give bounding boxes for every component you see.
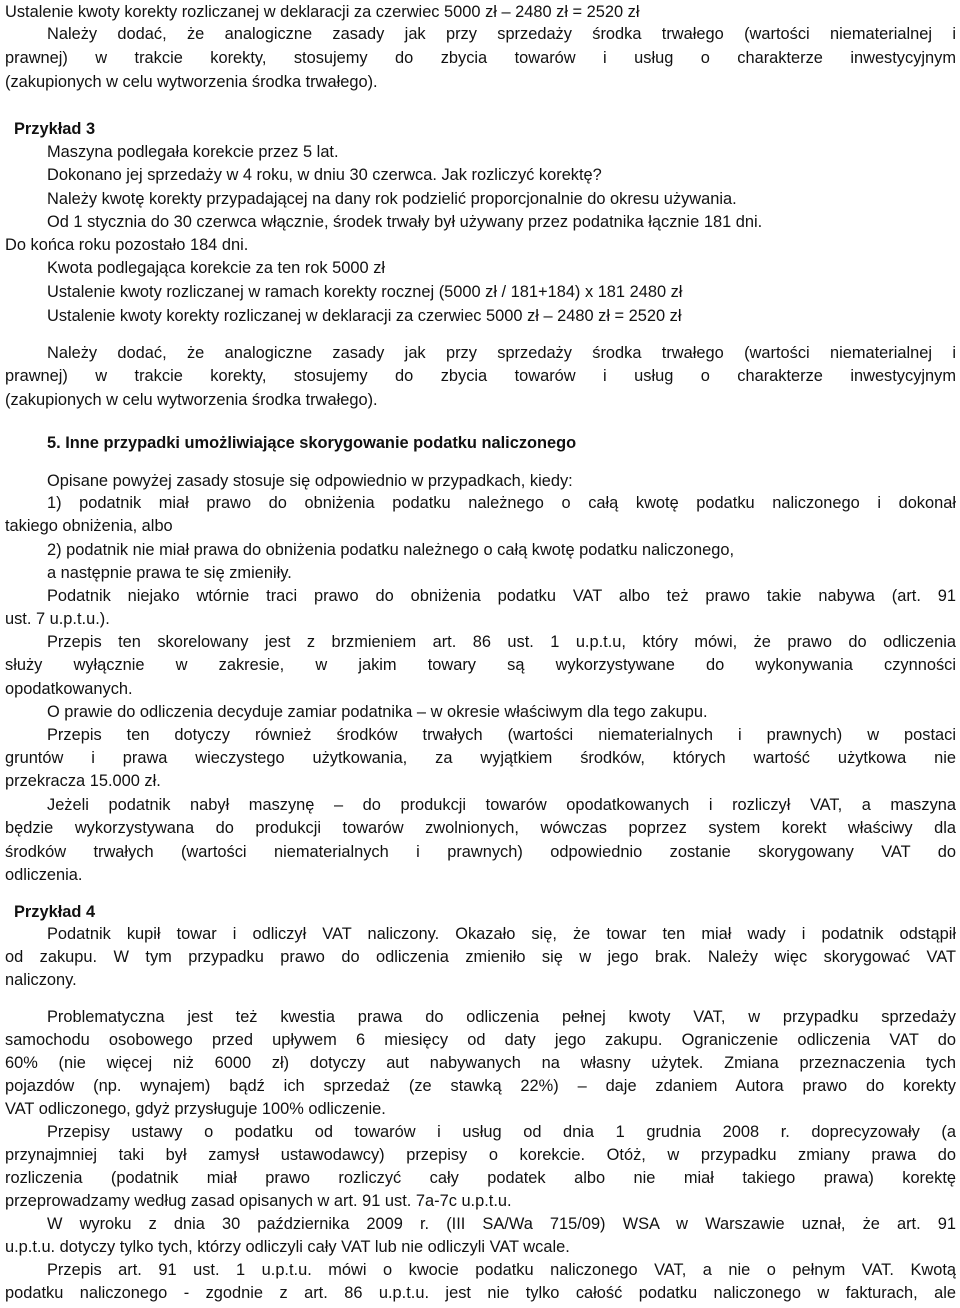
text-line: Ustalenie kwoty korekty rozliczanej w deklaracji za czerwiec 5000 zł – 2480 zł = 2520 zł (5, 3, 640, 21)
paragraph-line: przeprowadzamy według zasad opisanych w art. 91 ust. 7a-7c u.p.t.u. (5, 1192, 512, 1210)
paragraph-line: 60% (nie więcej niż 6000 zł) dotyczy aut nabywanych na własny użytek. Zmiana przeznaczenia tych (5, 1054, 956, 1072)
paragraph-line: przynajmniej taki był zamysł ustawodawcy) przepisy o korekcie. Otóż, w przypadku zmiany prawa do (5, 1146, 956, 1164)
paragraph-line: u.p.t.u. dotyczy tylko tych, którzy odliczyli cały VAT lub nie odliczyli VAT wcale. (5, 1238, 570, 1256)
paragraph-line: (zakupionych w celu wytworzenia środka trwałego). (5, 73, 378, 91)
paragraph-line: Przepis ten skorelowany jest z brzmieniem art. 86 ust. 1 u.p.t.u, który mówi, że prawo do odliczenia (47, 633, 956, 651)
list-item-line: a następnie prawa te się zmieniły. (47, 564, 292, 582)
text-line: Do końca roku pozostało 184 dni. (5, 236, 249, 254)
list-item-line: takiego obniżenia, albo (5, 517, 173, 535)
paragraph-line: Podatnik niejako wtórnie traci prawo do obniżenia podatku VAT albo też prawo takie nabywa (art. 91 (47, 587, 956, 605)
paragraph-line: Należy dodać, że analogiczne zasady jak przy sprzedaży środka trwałego (wartości niematerialnej i (47, 25, 956, 43)
example-4-title: Przykład 4 (14, 903, 96, 921)
paragraph-line: będzie wykorzystywana do produkcji towarów zwolnionych, wówczas poprzez system korekt właściwy dla (5, 819, 956, 837)
text-line: Od 1 stycznia do 30 czerwca włącznie, środek trwały był używany przez podatnika łącznie 181 dni. (47, 213, 763, 231)
text-line: Dokonano jej sprzedaży w 4 roku, w dniu 30 czerwca. Jak rozliczyć korektę? (47, 166, 602, 184)
paragraph-line: Problematyczna jest też kwestia prawa do odliczenia pełnej kwoty VAT, w przypadku sprzedaży (47, 1008, 956, 1026)
paragraph-line: Przepis art. 91 ust. 1 u.p.t.u. mówi o kwocie podatku naliczonego VAT, a nie o pełnym VAT. Kwotą (47, 1261, 956, 1279)
text-line: Ustalenie kwoty rozliczanej w ramach korekty rocznej (5000 zł / 181+184) x 181 2480 zł (47, 283, 683, 301)
paragraph-line: ust. 7 u.p.t.u.). (5, 610, 110, 628)
paragraph-line: Przepisy ustawy o podatku od towarów i usług od dnia 1 grudnia 2008 r. doprecyzowały (a (47, 1123, 956, 1141)
text-line: Maszyna podlegała korekcie przez 5 lat. (47, 143, 339, 161)
paragraph-line: (zakupionych w celu wytworzenia środka trwałego). (5, 391, 378, 409)
text-line: Kwota podlegająca korekcie za ten rok 5000 zł (47, 259, 386, 277)
paragraph-line: VAT odliczonego, gdyż przysługuje 100% odliczenie. (5, 1100, 386, 1118)
paragraph-line: środków trwałych (wartości niematerialnych i prawnych) odpowiednio zostanie skorygowany VAT do (5, 843, 956, 861)
paragraph-line: Przepis ten dotyczy również środków trwałych (wartości niematerialnych i prawnych) w postaci (47, 726, 956, 744)
text-line: Należy kwotę korekty przypadającej na dany rok podzielić proporcjonalnie do okresu używania. (47, 190, 737, 208)
list-item-line: 2) podatnik nie miał prawa do obniżenia podatku należnego o całą kwotę podatku naliczonego, (47, 541, 735, 559)
paragraph-line: opodatkowanych. (5, 680, 133, 698)
paragraph-line: służy wyłącznie w zakresie, w jakim towary są wykorzystywane do wykonywania czynności (5, 656, 956, 674)
paragraph-line: podatku naliczonego - zgodnie z art. 86 u.p.t.u. jest nie tylko całość podatku naliczonego w fakturach, ale (5, 1284, 956, 1302)
paragraph-line: naliczony. (5, 971, 77, 989)
text-line: Ustalenie kwoty korekty rozliczanej w deklaracji za czerwiec 5000 zł – 2480 zł = 2520 zł (47, 307, 682, 325)
paragraph-line: prawnej) w trakcie korekty, stosujemy do zbycia towarów i usług o charakterze inwestycyjnym (5, 49, 956, 67)
paragraph-line: W wyroku z dnia 30 października 2009 r. (III SA/Wa 715/09) WSA w Warszawie uznał, że art. 91 (47, 1215, 956, 1233)
paragraph-line: pojazdów (np. wynajem) bądź ich sprzedaż (ze stawką 22%) – daje zdaniem Autora prawo do korekty (5, 1077, 956, 1095)
paragraph-line: samochodu osobowego przed upływem 6 miesięcy od daty jego zakupu. Ograniczenie odliczenia VAT do (5, 1031, 956, 1049)
paragraph-line: rozliczenia (podatnik miał prawo rozliczyć cały podatek albo nie miał takiego prawa) korektę (5, 1169, 956, 1187)
paragraph-line: przekracza 15.000 zł. (5, 772, 161, 790)
paragraph-line: prawnej) w trakcie korekty, stosujemy do zbycia towarów i usług o charakterze inwestycyjnym (5, 367, 956, 385)
section-heading: 5. Inne przypadki umożliwiające skorygowanie podatku naliczonego (47, 434, 577, 452)
paragraph-line: od zakupu. W tym przypadku prawo do odliczenia zmieniło się w jego brak. Należy więc skorygować VAT (5, 948, 956, 966)
paragraph-line: gruntów i prawa wieczystego użytkowania, za wyjątkiem środków, których wartość użytkowa nie (5, 749, 956, 767)
paragraph-line: odliczenia. (5, 866, 83, 884)
paragraph-line: Jeżeli podatnik nabył maszynę – do produkcji towarów opodatkowanych i rozliczył VAT, a maszyna (47, 796, 956, 814)
list-item-line: 1) podatnik miał prawo do obniżenia podatku należnego o całą kwotę podatku naliczonego i dokonał (47, 494, 956, 512)
paragraph-line: Należy dodać, że analogiczne zasady jak przy sprzedaży środka trwałego (wartości niematerialnej i (47, 344, 956, 362)
text-line: Opisane powyżej zasady stosuje się odpowiednio w przypadkach, kiedy: (47, 472, 573, 490)
paragraph-line: Podatnik kupił towar i odliczył VAT naliczony. Okazało się, że towar ten miał wady i podatnik odstąpił (47, 925, 956, 943)
example-3-title: Przykład 3 (14, 120, 96, 138)
paragraph-line: O prawie do odliczenia decyduje zamiar podatnika – w okresie właściwym dla tego zakupu. (47, 703, 708, 721)
